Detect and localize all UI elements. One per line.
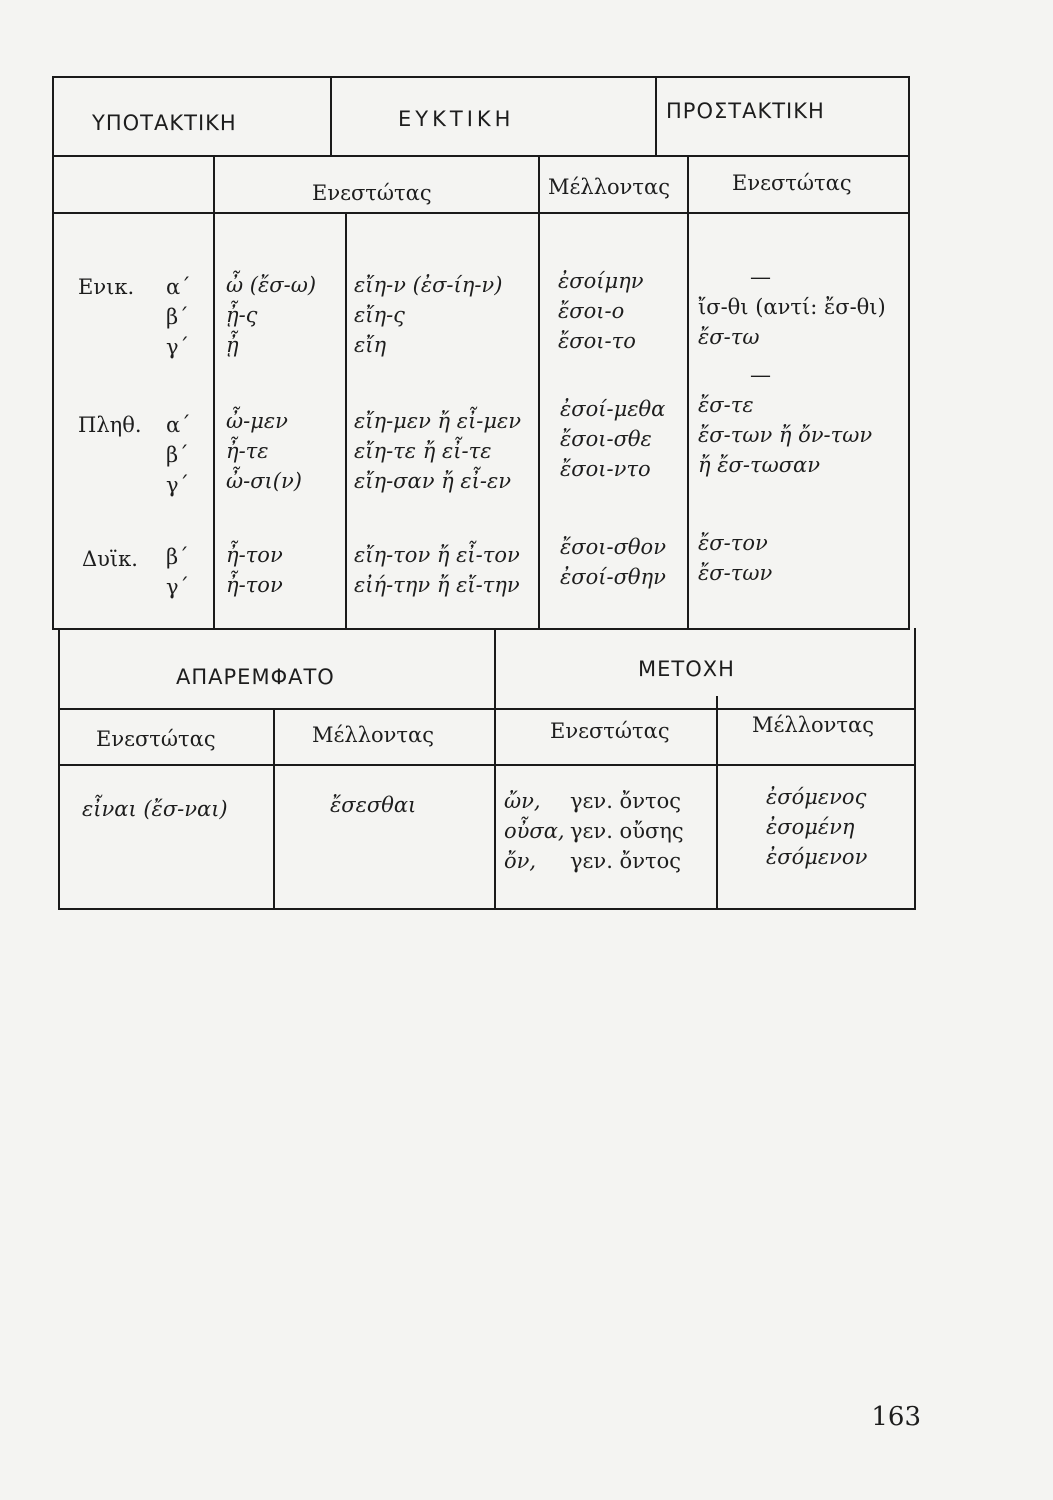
- infinitive-present-value: εἶναι (ἔσ-ναι): [82, 797, 228, 821]
- optative-present-dual: [354, 540, 520, 600]
- upper-table-top-border: [52, 76, 910, 78]
- person-marker: β΄: [166, 443, 189, 467]
- form-cell: εἴη-ς: [354, 303, 405, 327]
- form-cell: εἰή-την ἤ εἴ-την: [354, 573, 520, 597]
- form-cell: ἐσοί-μεθα: [560, 397, 666, 421]
- form-cell: ἴσ-θι (αντί: ἔσ-θι): [698, 295, 886, 319]
- form-cell: ἔσ-των ἤ ὄν-των: [698, 423, 873, 447]
- form-cell: ἔσ-των: [698, 561, 773, 585]
- optative-future-divider: [538, 155, 540, 630]
- form-cell: ᾖ: [226, 333, 239, 357]
- imperative-header: ΠΡΟΣΤΑΚΤΙΚΗ: [666, 99, 825, 123]
- label-singular: Ενικ.: [78, 275, 135, 299]
- form-cell: ἔσ-τω: [698, 325, 760, 349]
- imperative-divider: [687, 155, 689, 630]
- person-marker: γ΄: [166, 575, 190, 599]
- participle-row: [504, 786, 684, 816]
- participle-present-subheader: Ενεστώτας: [550, 719, 670, 743]
- form-cell: ἐσοίμην: [558, 269, 644, 293]
- imperative-plural: [698, 360, 872, 480]
- form-cell: ἐσομένη: [766, 815, 855, 839]
- form-cell: ἐσόμενος: [766, 785, 867, 809]
- form-cell: ἐσόμενον: [766, 845, 868, 869]
- header-divider-1: [330, 76, 332, 156]
- participle-form: ὤν,: [504, 789, 541, 813]
- form-cell: ἐσοί-σθην: [560, 565, 666, 589]
- form-cell: ὦ-σι(ν): [226, 469, 302, 493]
- participle-tense-divider: [716, 696, 718, 910]
- participle-genitive: γεν. οὔσης: [570, 819, 684, 843]
- lower-right-border: [914, 628, 916, 910]
- form-cell: ἔσοι-σθον: [560, 535, 666, 559]
- participle-form: ὄν,: [504, 849, 537, 873]
- optative-future-dual: [560, 532, 666, 592]
- upper-right-border: [908, 76, 910, 630]
- optative-present-singular: [354, 270, 502, 360]
- form-cell: ἦ-τον: [226, 543, 283, 567]
- upper-header-bottom-border: [52, 155, 910, 157]
- form-cell: ἔσοι-το: [558, 329, 636, 353]
- form-cell: εἴη-μεν ἤ εἶ-μεν: [354, 409, 522, 433]
- form-cell: εἴη-τε ἤ εἶ-τε: [354, 439, 492, 463]
- participle-future-forms: [766, 782, 867, 872]
- form-cell: ἤ ἔσ-τωσαν: [698, 453, 820, 477]
- persons-dual: [166, 542, 189, 602]
- label-dual: Δυϊκ.: [82, 547, 138, 571]
- upper-subheader-bottom-border: [52, 212, 910, 214]
- form-cell: ἔσ-τε: [698, 393, 754, 417]
- infinitive-future-value: ἔσεσθαι: [330, 793, 417, 817]
- upper-left-border: [52, 76, 54, 630]
- lower-header-bottom-border: [58, 708, 914, 710]
- infinitive-header: ΑΠΑΡΕΜΦΑΤΟ: [176, 665, 335, 689]
- lower-table-bottom-border: [60, 908, 916, 910]
- subjunctive-singular: [226, 270, 316, 360]
- subjunctive-column-divider: [213, 155, 215, 630]
- participle-future-subheader: Μέλλοντας: [752, 713, 874, 737]
- person-marker: γ΄: [166, 473, 190, 497]
- subjunctive-header: ΥΠΟΤΑΚΤΙΚΗ: [92, 111, 237, 135]
- infinitive-tense-divider: [273, 708, 275, 910]
- persons-singular: [166, 272, 191, 362]
- person-marker: γ΄: [166, 335, 190, 359]
- form-cell: ἔσοι-ντο: [560, 457, 651, 481]
- form-cell: εἴη: [354, 333, 387, 357]
- person-marker: β΄: [166, 545, 189, 569]
- optative-present-plural: [354, 406, 521, 496]
- person-marker: α΄: [166, 275, 191, 299]
- optative-future-plural: [560, 394, 665, 484]
- form-cell: ἦ-τον: [226, 573, 283, 597]
- form-cell: ᾖ-ς: [226, 303, 258, 327]
- form-cell: εἴη-ν (ἐσ-ίη-ν): [354, 273, 503, 297]
- form-cell: ἔσοι-σθε: [560, 427, 652, 451]
- form-cell: —: [750, 363, 771, 387]
- infinitive-future-subheader: Μέλλοντας: [312, 723, 434, 747]
- imperative-dual: [698, 528, 772, 588]
- label-plural: Πληθ.: [78, 413, 142, 437]
- optative-future-singular: [558, 266, 643, 356]
- infinitive-participle-divider: [494, 628, 496, 910]
- page-number: 163: [871, 1402, 921, 1432]
- form-cell: εἴη-σαν ἤ εἶ-εν: [354, 469, 512, 493]
- person-marker: β΄: [166, 305, 189, 329]
- participle-header: ΜΕΤΟΧΗ: [638, 657, 735, 681]
- imperative-singular: [698, 262, 886, 352]
- subheader-present-right: Ενεστώτας: [732, 171, 852, 195]
- participle-row: [504, 816, 684, 846]
- form-cell: ὦ (ἔσ-ω): [226, 273, 317, 297]
- form-cell: ὦ-μεν: [226, 409, 288, 433]
- participle-genitive: γεν. ὄντος: [570, 849, 681, 873]
- optative-header: ΕΥΚΤΙΚΗ: [398, 107, 515, 131]
- lower-subheader-bottom-border: [58, 764, 914, 766]
- subjunctive-plural: [226, 406, 302, 496]
- form-cell: ἔσ-τον: [698, 531, 768, 555]
- form-cell: ἦ-τε: [226, 439, 269, 463]
- subjunctive-dual: [226, 540, 283, 600]
- header-divider-2: [655, 76, 657, 156]
- subheader-present-left: Ενεστώτας: [312, 181, 432, 205]
- person-marker: α΄: [166, 413, 191, 437]
- persons-plural: [166, 410, 191, 500]
- infinitive-present-subheader: Ενεστώτας: [96, 727, 216, 751]
- participle-genitive: γεν. ὄντος: [570, 789, 681, 813]
- form-cell: —: [750, 265, 771, 289]
- upper-table-bottom-border: [52, 628, 910, 630]
- participle-form: οὖσα,: [504, 819, 565, 843]
- form-cell: ἔσοι-ο: [558, 299, 625, 323]
- participle-present-forms: [504, 786, 684, 876]
- optative-present-divider: [345, 212, 347, 630]
- participle-row: [504, 846, 684, 876]
- lower-left-border: [58, 628, 60, 910]
- subheader-future: Μέλλοντας: [548, 175, 670, 199]
- form-cell: εἴη-τον ἤ εἶ-τον: [354, 543, 520, 567]
